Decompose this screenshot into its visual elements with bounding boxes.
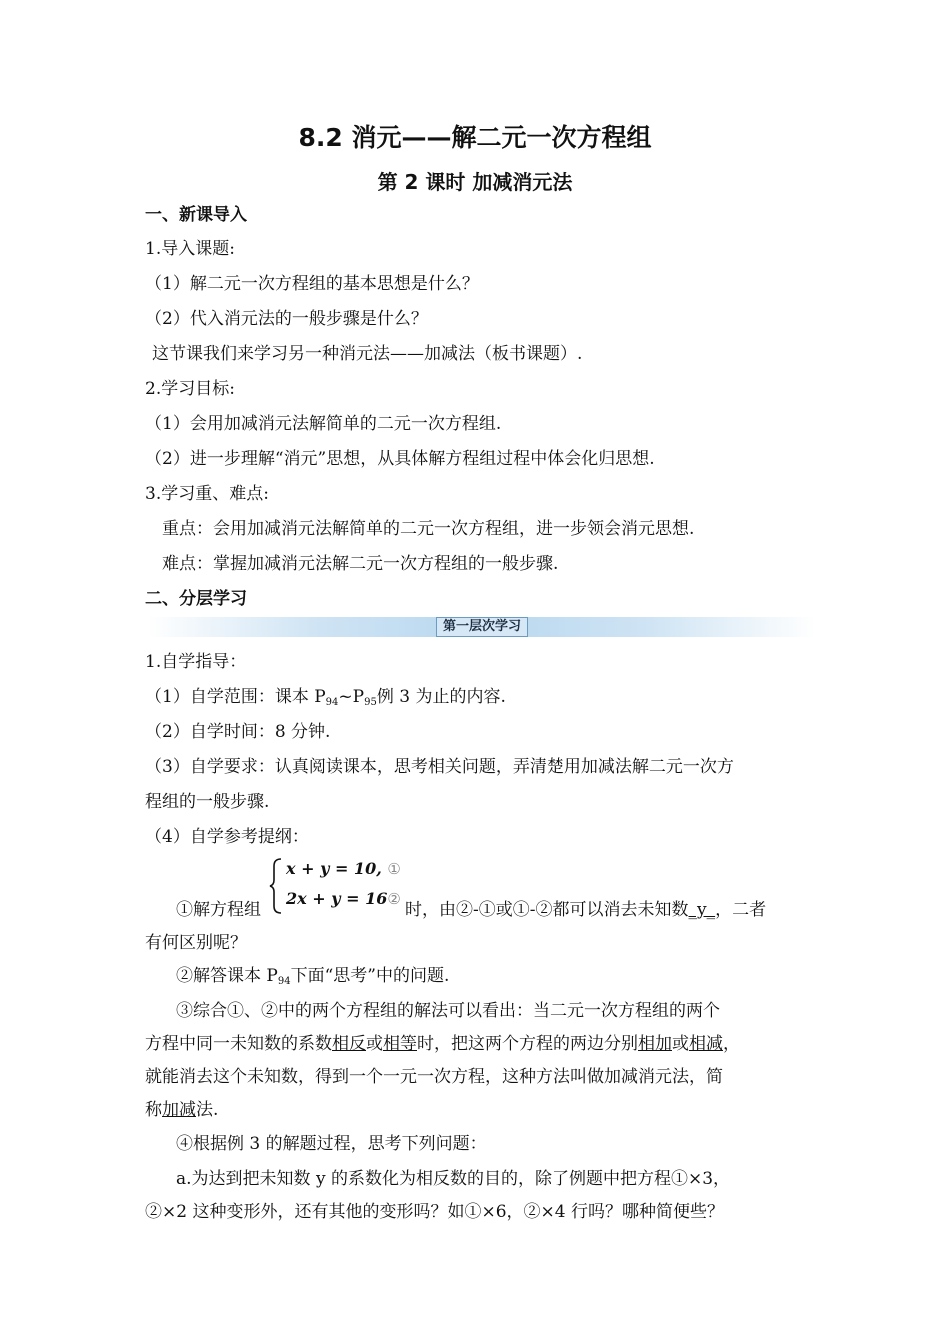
answer-method: 加减 xyxy=(162,1100,196,1120)
outline-item-3-line-3: 就能消去这个未知数，得到一个一元一次方程，这种方法叫做加减消元法，简 xyxy=(145,1067,723,1087)
outline-label: （4）自学参考提纲： xyxy=(145,827,309,847)
study-requirement-line-2: 程组的一般步骤. xyxy=(145,792,270,812)
goal-1: （1）会用加减消元法解简单的二元一次方程组. xyxy=(145,414,502,434)
key-point: 重点：会用加减消元法解简单的二元一次方程组，进一步领会消元思想. xyxy=(162,519,695,539)
outline-item-1-text-a: ①解方程组 xyxy=(176,900,261,920)
answer-opposite: 相反 xyxy=(332,1034,366,1054)
outline-item-4a-line-2: ②×2 这种变形外，还有其他的变形吗？如①×6，②×4 行吗？哪种简便些？ xyxy=(145,1202,724,1222)
key-label: 3.学习重、难点: xyxy=(145,484,269,504)
intro-lead: 这节课我们来学习另一种消元法——加减法（板书课题）. xyxy=(152,344,583,364)
outline-item-1-line-2: 有何区别呢？ xyxy=(145,933,247,953)
equation-2: 2x + y = 16② xyxy=(286,889,401,908)
answer-add: 相加 xyxy=(638,1034,672,1054)
equation-1: x + y = 10, ① xyxy=(286,859,401,878)
answer-subtract: 相减 xyxy=(689,1034,723,1054)
section-heading-intro: 一、新课导入 xyxy=(145,205,247,225)
section-heading-layered: 二、分层学习 xyxy=(145,589,247,609)
intro-question-2: （2）代入消元法的一般步骤是什么？ xyxy=(145,309,428,329)
study-time: （2）自学时间：8 分钟. xyxy=(145,722,331,742)
outline-item-3-line-4: 称加减法. xyxy=(145,1100,219,1120)
equation-1-marker: ① xyxy=(387,860,401,878)
outline-item-3-line-2: 方程中同一未知数的系数相反或相等时，把这两个方程的两边分别相加或相减， xyxy=(145,1034,740,1054)
level-banner xyxy=(148,617,816,637)
guide-label: 1.自学指导： xyxy=(145,652,247,672)
intro-label: 1.导入课题: xyxy=(145,239,235,259)
page-subtitle: 第 2 课时 加减消元法 xyxy=(377,170,573,194)
goal-label: 2.学习目标: xyxy=(145,379,235,399)
outline-item-4: ④根据例 3 的解题过程，思考下列问题： xyxy=(176,1134,487,1154)
answer-equal: 相等 xyxy=(383,1034,417,1054)
level-banner-label: 第一层次学习 xyxy=(436,617,528,637)
page-title: 8.2 消元——解二元一次方程组 xyxy=(298,123,652,152)
equation-2-marker: ② xyxy=(387,890,401,908)
outline-item-1-text-b: 时，由②-①或①-②都可以消去未知数_y_，二者 xyxy=(405,900,767,920)
study-scope: （1）自学范围：课本 $P_{94}\sim P_{95}$例 3 为止的内容. xyxy=(145,687,506,708)
outline-item-4a-line-1: a.为达到把未知数 y 的系数化为相反数的目的，除了例题中把方程①×3， xyxy=(176,1169,731,1189)
difficult-point: 难点：掌握加减消元法解二元一次方程组的一般步骤. xyxy=(162,554,559,574)
outline-item-3-line-1: ③综合①、②中的两个方程组的解法可以看出：当二元一次方程组的两个 xyxy=(176,1001,720,1021)
study-requirement-line-1: （3）自学要求：认真阅读课本，思考相关问题，弄清楚用加减法解二元一次方 xyxy=(145,757,734,777)
goal-2: （2）进一步理解“消元”思想，从具体解方程组过程中体会化归思想. xyxy=(145,449,655,469)
answer-blank: _y_ xyxy=(688,900,716,920)
intro-question-1: （1）解二元一次方程组的基本思想是什么？ xyxy=(145,274,479,294)
outline-item-2: ②解答课本 $P_{94}$下面“思考”中的问题. xyxy=(176,966,450,987)
